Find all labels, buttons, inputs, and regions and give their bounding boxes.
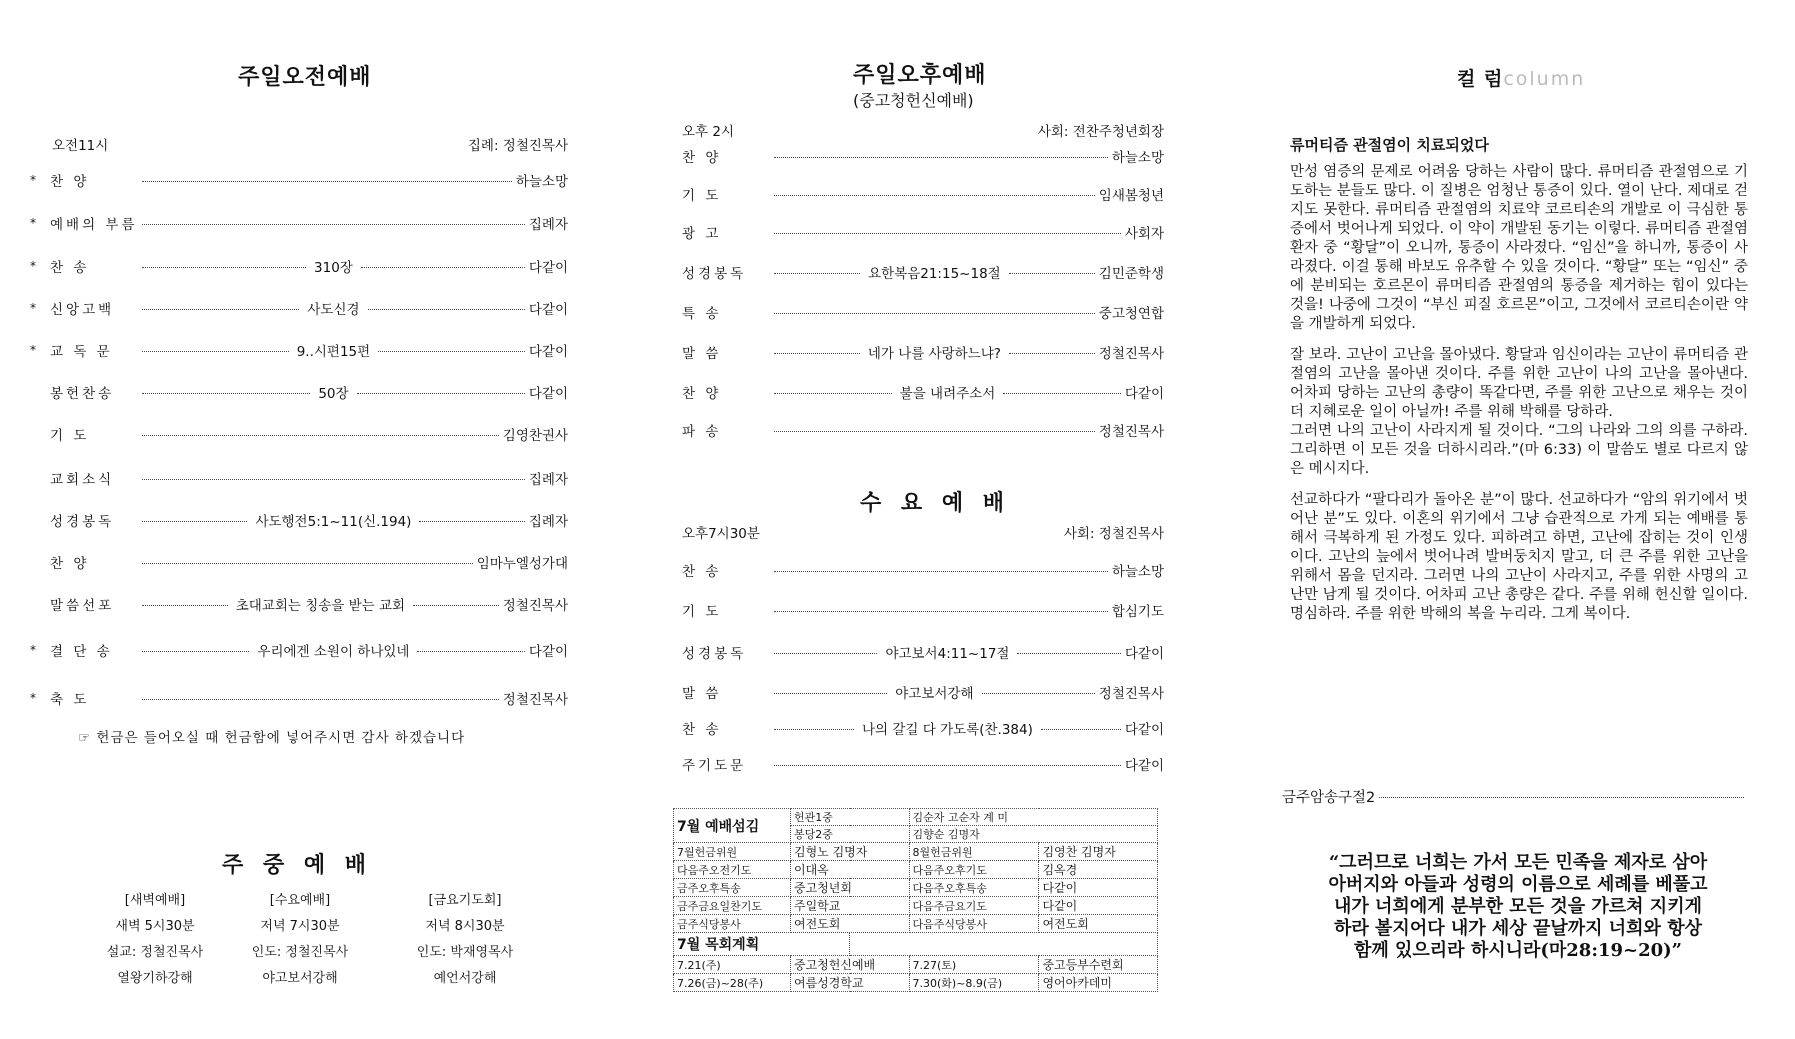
order-label: 성경봉독 [682,266,747,282]
table-cell: 김형노 김명자 [791,843,910,861]
order-detail: 310장 [314,260,353,276]
dawn-head: [새벽예배] [124,893,186,908]
column-body [1290,163,1748,636]
table-cell: 다같이 [1039,897,1158,915]
leader-line [774,431,1095,432]
order-detail: 사도행전5:1~11(신.194) [255,514,412,530]
wed-service [225,888,375,992]
order-person: 김민준학생 [1098,266,1165,282]
wed-text: 야고보서강해 [262,971,338,986]
table-cell: 여전도회 [1039,915,1158,933]
leader-line [774,313,1095,314]
wednesday-header [682,522,1164,542]
leader-line [142,309,299,310]
order-detail: 50장 [318,386,349,402]
order-row [682,222,1164,242]
table-cell: 8월헌금위원 [909,843,1039,861]
leader-line [774,157,1108,158]
order-row [30,170,568,190]
table-cell: 7.26(금)~28(주) [674,974,791,992]
order-person: 다같이 [1124,758,1164,774]
leader-line [774,653,877,654]
leader-line [142,521,247,522]
leader-line [142,224,525,225]
order-label: 찬 양 [50,174,90,190]
leader-line [142,351,289,352]
table-row [674,974,1158,992]
memory-leader-line [1379,797,1744,798]
leader-line [142,393,310,394]
leader-line [774,729,854,730]
order-person: 다같이 [528,260,568,276]
table-cell: 영어아카데미 [1039,974,1158,992]
order-person: 사회자 [1124,226,1164,242]
serve-row1-a: 헌관1중 [791,809,910,826]
order-label: 찬 양 [50,556,90,572]
order-row [682,560,1164,580]
plan-title: 7월 목회계획 [674,933,850,956]
order-person: 임마누엘성가대 [476,556,568,572]
order-row [682,146,1164,166]
leader-line [774,393,892,394]
order-person: 임새봄청년 [1098,188,1164,204]
order-row [682,302,1164,322]
fri-text: 예언서강해 [433,971,497,986]
order-label: 특 송 [682,306,722,322]
morning-title: 주일오전예배 [238,65,372,90]
order-row [682,382,1164,402]
dawn-time: 새벽 5시30분 [115,919,195,934]
column-paragraph-1: 만성 염증의 문제로 어려움 당하는 사람이 많다. 류머티즘 관절염으로 기도하는 분들도 많다. 이 질병은 엄청난 통증이 있다. 열이 난다. 제대로 걷지도 못한다. 류머티즘 관절염의 치료약 코르티손의 개발로 이 극심한 통증에서 벗어나게 되었다. 이 약이 개발된 동기는 이렇다. 류머티즘 관절염 환자 중 “황달”이 오니까, 통증이 사라졌다. “임신”을 하니까, 통증이 사라졌다. 이걸 통해 바보도 유추할 수 있을 것이다. “황달” 또는 “임신” 중에 분비되는 호르몬이 류머티즘 관절염의 통증을 제거하는 힘이 있다는 것을! 나중에 그것이 “부신 피질 호르몬”이고, 그것에서 코르티손이란 약을 개발하게 되었다. [1290,164,1748,332]
leader-line [142,563,473,564]
order-person: 다같이 [528,344,569,360]
serve-row2-b: 김향순 김명자 [909,826,1157,843]
order-label: 기 도 [682,604,722,620]
dawn-lead: 설교: 정철진목사 [106,945,204,960]
leader-line [774,765,1121,766]
leader-line [774,571,1108,572]
order-label: 찬 송 [682,722,722,738]
order-label: 축 도 [50,692,90,708]
leader-line [1009,353,1095,354]
order-label: 교 독 문 [50,344,113,360]
leader-line [368,309,525,310]
order-person: 하늘소망 [1111,564,1164,580]
table-row [674,897,1158,915]
order-person: 정철진목사 [1098,686,1164,702]
wednesday-time: 오후7시30분 [682,526,760,542]
leader-line [142,699,499,700]
table-cell: 7월헌금위원 [674,843,791,861]
table-cell: 이대옥 [791,861,910,879]
order-label: 광 고 [682,226,722,242]
order-row [30,510,568,530]
order-person: 다같이 [1124,646,1165,662]
table-cell: 금주오후특송 [674,879,791,897]
serve-row1-b: 김순자 고순자 계 미 [909,809,1157,826]
serve-row2-a: 봉당2중 [791,826,910,843]
order-label: 찬 양 [682,386,722,402]
fri-head: [금요기도회] [428,893,502,908]
order-person: 다같이 [528,386,569,402]
column-title-ko: 컬 럼 [1457,68,1504,90]
order-row [30,594,568,614]
order-person: 집례자 [528,217,568,233]
order-detail: 9..시편15편 [296,344,371,360]
order-label: 기 도 [50,428,90,444]
leader-line [361,267,525,268]
order-detail: 야고보서4:11~17절 [885,646,1010,662]
verse-line: 아버지와 아들과 성령의 이름으로 세례를 베풀고 [1328,874,1708,895]
leader-line [357,393,525,394]
order-label: 봉헌찬송 [50,386,115,402]
dawn-service [80,888,230,992]
leader-line [982,693,1095,694]
column-title-en: column [1503,68,1586,90]
table-row [674,915,1158,933]
leader-line [142,435,499,436]
leader-line [142,651,249,652]
order-row [682,262,1164,282]
leader-line [142,267,306,268]
table-cell: 김영찬 김명자 [1039,843,1158,861]
afternoon-title: 주일오후예배 [853,63,987,88]
order-label: 찬 양 [682,150,722,166]
order-row [682,754,1164,774]
order-row [682,600,1164,620]
standing-mark: * [30,216,36,230]
order-row [682,420,1164,440]
order-row [30,256,568,276]
morning-header [52,134,568,154]
standing-mark: * [30,343,36,357]
verse-line: 하라 볼지어다 내가 세상 끝날까지 너희와 항상 [1334,918,1702,939]
leader-line [1017,653,1120,654]
order-row [30,298,568,318]
order-label: 결 단 송 [50,644,113,660]
order-detail: 야고보서강해 [895,686,974,702]
order-person: 다같이 [1124,722,1164,738]
column-heading: 류머티즘 관절염이 치료되었다 [1290,136,1489,154]
leader-line [1041,729,1121,730]
order-person: 집례자 [528,514,569,530]
verse-line: “그러므로 너희는 가서 모든 민족을 제자로 삼아 [1328,852,1708,873]
wednesday-leader: 사회: 정철진목사 [1063,526,1164,542]
table-row [674,956,1158,974]
table-cell: 중고청년회 [791,879,910,897]
order-row [30,552,568,572]
order-person: 합심기도 [1111,604,1164,620]
order-detail: 요한복음21:15~18절 [868,266,1001,282]
order-row [30,640,568,660]
leader-line [417,651,524,652]
leader-line [774,233,1121,234]
leader-line [774,195,1095,196]
order-row [682,342,1164,362]
serve-title: 7월 예배섬김 [674,809,791,843]
order-person: 다같이 [528,644,569,660]
order-row [30,213,568,233]
order-detail: 네가 나를 사랑하느냐? [867,346,1001,362]
order-row [682,642,1164,662]
table-row [674,861,1158,879]
order-row [30,424,568,444]
dawn-text: 열왕기하강해 [117,971,193,986]
order-row [30,468,568,488]
table-cell: 김옥경 [1039,861,1158,879]
order-label: 기 도 [682,188,722,204]
order-person: 정철진목사 [502,598,568,614]
memory-verse-header [1282,786,1748,807]
table-row [674,843,1158,861]
order-person: 정철진목사 [502,692,568,708]
order-person: 정철진목사 [1098,424,1164,440]
leader-line [774,273,860,274]
order-person: 집례자 [528,472,568,488]
order-row [682,682,1164,702]
order-label: 말씀선포 [50,598,115,614]
column-title [1457,64,1585,91]
table-cell: 다음주금요기도 [909,897,1039,915]
table-cell: 다음주식당봉사 [909,915,1039,933]
table-cell: 다같이 [1039,879,1158,897]
fri-time: 저녁 8시30분 [425,919,505,934]
order-person: 하늘소망 [515,174,568,190]
afternoon-leader: 사회: 전찬주청년회장 [1037,124,1164,140]
standing-mark: * [30,643,36,657]
table-cell: 여름성경학교 [791,974,910,992]
table-cell: 다음주오전기도 [674,861,791,879]
afternoon-subtitle: (중고청헌신예배) [853,91,974,110]
table-cell: 7.30(화)~8.9(금) [909,974,1039,992]
afternoon-time: 오후 2시 [682,124,735,140]
table-cell: 금주식당봉사 [674,915,791,933]
leader-line [142,605,228,606]
order-label: 찬 송 [682,564,722,580]
order-row [682,718,1164,738]
fri-lead: 인도: 박재영목사 [416,945,514,960]
order-label: 교회소식 [50,472,115,488]
leader-line [142,479,525,480]
table-cell: 다음주오후특송 [909,879,1039,897]
order-person: 다같이 [1124,386,1165,402]
order-label: 말 씀 [682,686,722,702]
plan-table [673,808,1158,992]
order-person: 김영찬권사 [502,428,568,444]
leader-line [1009,273,1095,274]
offering-note: ☞ 헌금은 들어오실 때 헌금함에 넣어주시면 감사 하겠습니다 [78,730,466,746]
order-label: 성경봉독 [682,646,747,662]
table-cell: 중고청헌신예배 [791,956,910,974]
table-row [674,879,1158,897]
table-cell: 여전도회 [791,915,910,933]
order-person: 하늘소망 [1111,150,1164,166]
wed-head: [수요예배] [269,893,331,908]
morning-time: 오전11시 [52,138,109,154]
standing-mark: * [30,691,36,705]
order-person: 중고청연합 [1098,306,1164,322]
order-label: 찬 송 [50,260,90,276]
column-paragraph-3: 선교하다가 “팔다리가 돌아온 분”이 많다. 선교하다가 “암의 위기에서 벗어난 분”도 있다. 이혼의 위기에서 그냥 습관적으로 가게 되는 예배를 통해서 극복하게 된 가정도 있다. 피하려고 하면, 고난에 잡히는 것이 인생이다. 고난의 늪에서 벗어나려 발버둥치지 말고, 더 큰 주를 위한 고난을 위해서 몸을 던지라. 그러면 나의 고난이 사라지고, 주를 위한 사명의 고난만 남게 될 것이다. 어차피 고난 총량은 같다. 주를 위해 헌신할 일이다. 명심하라. 주를 위한 박해의 복을 누리라. 그게 복이다. [1290,492,1748,622]
column-paragraph-2b: 그러면 나의 고난이 사라지게 될 것이다. “그의 나라와 그의 의를 구하라. 그리하면 이 모든 것을 더하시리라.”(마 6:33) 이 말씀도 별로 다르지 않은 메시지다. [1290,423,1748,477]
order-label: 성경봉독 [50,514,115,530]
order-label: 말 씀 [682,346,722,362]
order-detail: 사도신경 [307,302,360,318]
fri-service [390,888,540,992]
afternoon-header [682,120,1164,140]
wed-lead: 인도: 정철진목사 [251,945,349,960]
leader-line [774,611,1108,612]
verse-line: 내가 너희에게 분부한 모든 것을 가르쳐 지키게 [1334,896,1702,917]
weekday-title: 주 중 예 배 [222,853,372,878]
order-detail: 우리에겐 소원이 하나있네 [257,644,410,660]
order-detail: 나의 갈길 다 가도록(찬.384) [862,722,1033,738]
order-label: 예배의 부름 [50,217,138,233]
leader-line [774,353,860,354]
order-label: 주기도문 [682,758,747,774]
leader-line [1003,393,1121,394]
order-label: 파 송 [682,424,722,440]
table-cell: 금주금요일찬기도 [674,897,791,915]
memory-verse [1278,852,1758,962]
table-cell: 다음주오후기도 [909,861,1039,879]
order-row [30,340,568,360]
standing-mark: * [30,301,36,315]
order-row [30,382,568,402]
verse-line: 함께 있으리라 하시니라(마28:19~20)” [1353,940,1683,961]
memory-title: 금주암송구절2 [1282,790,1376,806]
order-row [682,184,1164,204]
standing-mark: * [30,173,36,187]
table-cell: 7.21(주) [674,956,791,974]
order-person: 정철진목사 [1098,346,1164,362]
standing-mark: * [30,259,36,273]
leader-line [413,605,499,606]
order-label: 신앙고백 [50,302,115,318]
order-detail: 불을 내려주소서 [899,386,996,402]
table-cell: 7.27(토) [909,956,1039,974]
wednesday-title: 수 요 예 배 [860,491,1010,516]
order-person: 다같이 [528,302,569,318]
morning-leader: 집례: 정철진목사 [467,138,568,154]
leader-line [774,693,887,694]
wed-time: 저녁 7시30분 [260,919,340,934]
leader-line [419,521,524,522]
order-row [30,688,568,708]
table-cell: 주일학교 [791,897,910,915]
table-cell: 중고등부수련회 [1039,956,1158,974]
leader-line [142,181,512,182]
leader-line [378,351,525,352]
column-paragraph-2: 잘 보라. 고난이 고난을 몰아냈다. 황달과 임신이라는 고난이 류머티즘 관절염의 고난을 몰아낸 것이다. 주를 위한 고난이 나의 고난을 몰아낸다. 어차피 당하는 고난의 총량이 똑같다면, 주를 위한 고난으로 채우는 것이 더 지혜로운 일이 아닐까! 주를 위해 박해를 당하라. [1290,347,1748,420]
order-detail: 초대교회는 칭송을 받는 교회 [235,598,406,614]
